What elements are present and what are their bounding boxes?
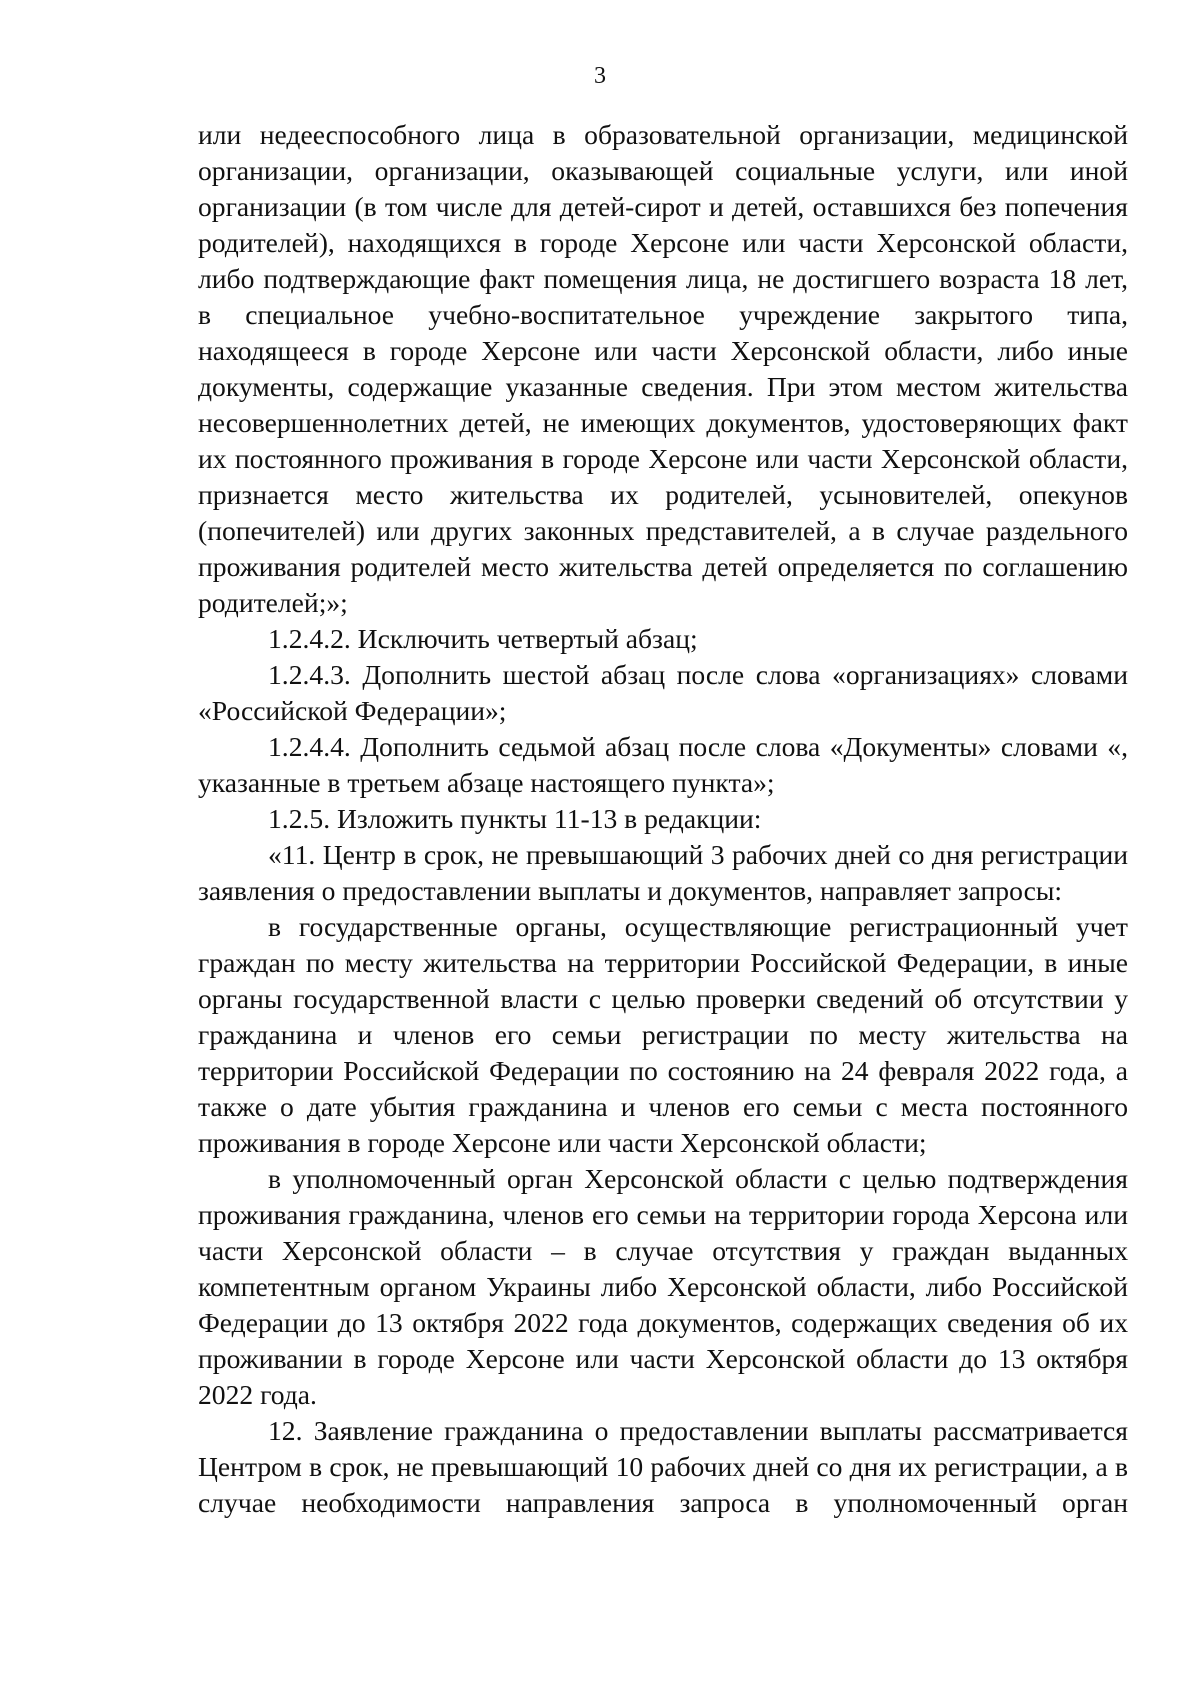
paragraph-item-11: «11. Центр в срок, не превышающий 3 рабочих дней со дня регистрации заявления о предоставлении выплаты и документов, направляет запросы: xyxy=(198,839,1128,906)
paragraph-1-2-4-3: 1.2.4.3. Дополнить шестой абзац после слова «организациях» словами «Российской Федерации»; xyxy=(198,659,1128,726)
paragraph-1-2-5: 1.2.5. Изложить пункты 11-13 в редакции: xyxy=(268,803,762,834)
paragraph-authorized-body: в уполномоченный орган Херсонской области с целью подтверждения проживания гражданина, членов его семьи на территории города Херсона или части Херсонской области – в случае отсутствия у граждан выданных компетентным органом Украины либо Херсонской области, либо Российской Федерации до 13 октября 2022 года документов, содержащих сведения об их проживании в городе Херсоне или части Херсонской области до 13 октября 2022 года. xyxy=(198,1163,1128,1410)
page-number: 3 xyxy=(594,63,606,89)
paragraph-state-bodies: в государственные органы, осуществляющие регистрационный учет граждан по месту жительства на территории Российской Федерации, в иные органы государственной власти с целью проверки сведений об отсутствии у гражданина и членов его семьи регистрации по месту жительства на территории Российской Федерации по состоянию на 24 февраля 2022 года, а также о дате убытия гражданина и членов его семьи с места постоянного проживания в городе Херсоне или части Херсонской области; xyxy=(198,911,1128,1158)
paragraph-continuation: или недееспособного лица в образовательной организации, медицинской организации, организации, оказывающей социальные услуги, или иной организации (в том числе для детей-сирот и детей, оставшихся без попечения родителей), находящихся в городе Херсоне или части Херсонской области, либо подтверждающие факт помещения лица, не достигшего возраста 18 лет, в специальное учебно-воспитательное учреждение закрытого типа, находящееся в городе Херсоне или части Херсонской области, либо иные документы, содержащие указанные сведения. При этом местом жительства несовершеннолетних детей, не имеющих документов, удостоверяющих факт их постоянного проживания в городе Херсоне или части Херсонской области, признается место жительства их родителей, усыновителей, опекунов (попечителей) или других законных представителей, а в случае раздельного проживания родителей место жительства детей определяется по соглашению родителей;»; xyxy=(198,119,1128,618)
paragraph-item-12: 12. Заявление гражданина о предоставлении выплаты рассматривается Центром в срок, не превышающий 10 рабочих дней со дня их регистрации, а в случае необходимости направления запроса в уполномоченный орган xyxy=(198,1415,1128,1518)
document-body xyxy=(198,117,1128,1521)
paragraph-1-2-4-2: 1.2.4.2. Исключить четвертый абзац; xyxy=(268,623,698,654)
paragraph-1-2-4-4: 1.2.4.4. Дополнить седьмой абзац после слова «Документы» словами «, указанные в третьем абзаце настоящего пункта»; xyxy=(198,731,1128,798)
